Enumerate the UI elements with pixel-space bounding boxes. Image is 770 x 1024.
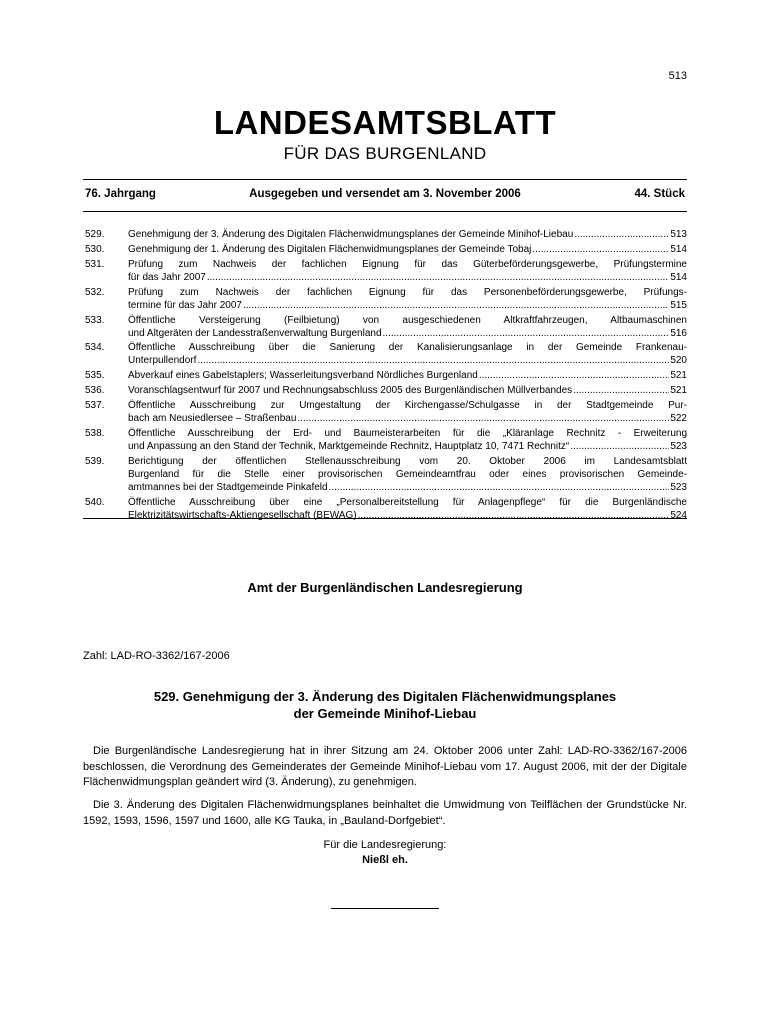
toc-leader-dots [297, 412, 669, 425]
toc-entry-text-line: Prüfung zum Nachweis der fachlichen Eignung für das Personenbeförderungsgewerbe, Prüfungs- [128, 286, 687, 298]
toc-entry-text-line: Öffentliche Ausschreibung zur Umgestaltung der Kirchengasse/Schulgasse in der Stadtgemeinde Pur- [128, 400, 687, 412]
issue-date-label: Ausgegeben und versendet am 3. November 2006 [249, 188, 521, 200]
toc-entry-number: 538. [85, 428, 105, 440]
toc-entry [83, 341, 687, 367]
toc-entry-text-line: Burgenland für die Stelle einer provisorischen Gemeindeamtfrau oder eines provisorischen Gemeinde- [128, 468, 687, 480]
toc-leader-dots [573, 384, 669, 397]
signature-name: Nießl eh. [362, 854, 408, 866]
masthead-subtitle: FÜR DAS BURGENLAND [283, 144, 487, 163]
toc-entry-page: 516 [670, 327, 687, 339]
toc-entry-title: Voranschlagsentwurf für 2007 und Rechnungsabschluss 2005 des Burgenländischen Müllverbandes [128, 385, 573, 397]
toc-entry [83, 384, 687, 397]
toc-entry-page: 522 [670, 413, 687, 425]
toc-entry-page: 515 [670, 299, 687, 311]
piece-label: 44. Stück [634, 188, 685, 200]
page-number: 513 [668, 70, 687, 82]
toc-entry-title: Genehmigung der 3. Änderung des Digitalen Flächenwidmungsplanes der Gemeinde Minihof-Liebau [128, 229, 574, 240]
toc-entry-title: für das Jahr 2007 [128, 271, 206, 283]
signature-label: Für die Landesregierung: [323, 839, 447, 851]
toc-entry-title: termine für das Jahr 2007 [128, 299, 242, 311]
toc-entry-last-line [128, 299, 687, 312]
toc-entry [83, 399, 687, 425]
toc-entry-last-line [128, 412, 687, 425]
toc-leader-dots [329, 481, 670, 494]
toc-entry-title: und Altgeräten der Landesstraßenverwaltung Burgenland [128, 327, 382, 339]
toc-entry-last-line [128, 228, 687, 241]
article-paragraph-1: Die Burgenländische Landesregierung hat in ihrer Sitzung am 24. Oktober 2006 unter Zahl: LAD-RO-3362/167-2006 beschlossen, die Verordnung des Gemeinderates der Gemeinde Minihof-Liebau vom 17. August 2006, mit der der Digitale Flächenwidmungsplan geändert wird (3. Änderung), zu genehmigen. [83, 745, 687, 788]
toc-entry-number: 530. [85, 243, 105, 255]
toc-leader-dots [570, 440, 669, 453]
masthead-title: LANDESAMTSBLATT [213, 104, 557, 141]
toc-leader-dots [532, 243, 669, 256]
toc-leader-dots [383, 327, 670, 340]
toc-entry-last-line [128, 243, 687, 256]
toc-entry-number: 537. [85, 400, 105, 412]
toc-entry-title: Abverkauf eines Gabelstaplers; Wasserleitungsverband Nördliches Burgenland [128, 370, 478, 382]
toc-entry-last-line [128, 440, 687, 453]
toc-entry-number: 534. [85, 342, 105, 354]
toc-leader-dots [197, 354, 669, 367]
toc-entry-page: 524 [670, 509, 687, 521]
article-title-line-2: der Gemeinde Minihof-Liebau [293, 706, 477, 721]
toc-entry [83, 455, 687, 494]
toc-entry-number: 533. [85, 314, 105, 326]
reference-number: Zahl: LAD-RO-3362/167-2006 [83, 650, 230, 662]
toc-entry-page: 523 [670, 481, 687, 493]
section-heading: Amt der Burgenländischen Landesregierung [247, 580, 523, 595]
toc-entry-last-line [128, 354, 687, 367]
toc-leader-dots [574, 228, 669, 241]
toc-entry [83, 314, 687, 340]
toc-entry-text-line: Berichtigung der öffentlichen Stellenausschreibung vom 20. Oktober 2006 im Landesamtsblatt [128, 455, 687, 467]
toc-entry [83, 286, 687, 312]
article-title [83, 688, 687, 722]
toc-entry-text-line: Öffentliche Versteigerung (Feilbietung) von ausgeschiedenen Altkraftfahrzeugen, Altbaumaschinen [128, 314, 687, 326]
volume-label: 76. Jahrgang [85, 188, 156, 200]
toc-entry-title: Unterpullendorf [128, 355, 197, 367]
closing-rule [331, 908, 439, 909]
toc-entry-text-line: Öffentliche Ausschreibung der Erd- und Baumeisterarbeiten für die „Kläranlage Rechnitz - Erweiterung [128, 428, 687, 440]
issue-info-row [83, 188, 687, 204]
toc-entry-number: 531. [85, 258, 105, 270]
toc-entry-number: 535. [85, 370, 105, 382]
article-paragraph-2: Die 3. Änderung des Digitalen Flächenwidmungsplanes beinhaltet die Umwidmung von Teilflächen der Grundstücke Nr. 1592, 1593, 1596, 1597 und 1600, alle KG Tauka, in „Bauland-Dorfgebiet“. [83, 799, 687, 827]
toc-bottom-rule [83, 518, 687, 519]
toc-entry-page: 520 [670, 355, 687, 367]
toc-leader-dots [207, 271, 669, 284]
toc-entry-title: bach am Neusiedlersee – Straßenbau [128, 413, 297, 425]
toc-entry-last-line [128, 327, 687, 340]
toc-entry-last-line [128, 384, 687, 397]
toc-entry-page: 523 [670, 441, 687, 453]
toc-entry-text-line: Öffentliche Ausschreibung über die Sanierung der Kanalisierungsanlage in der Gemeinde Frankenau- [128, 342, 687, 354]
toc-entry [83, 228, 687, 241]
toc-leader-dots [243, 299, 669, 312]
toc-entry-title: Elektrizitätswirtschafts-Aktiengesellschaft (BEWAG) [128, 509, 357, 521]
toc-entry-number: 539. [85, 455, 105, 467]
article-title-line-1: 529. Genehmigung der 3. Änderung des Digitalen Flächenwidmungsplanes [153, 689, 617, 704]
toc-entry-last-line [128, 271, 687, 284]
toc-entry-title: Genehmigung der 1. Änderung des Digitalen Flächenwidmungsplanes der Gemeinde Tobaj [128, 243, 532, 255]
toc-entry-text-line: Prüfung zum Nachweis der fachlichen Eignung für das Güterbeförderungsgewerbe, Prüfungstermine [128, 258, 687, 270]
toc-entry [83, 243, 687, 256]
toc-entry-page: 514 [670, 243, 687, 255]
toc-leader-dots [358, 509, 670, 522]
toc-entry-number: 540. [85, 496, 105, 508]
toc-entry-page: 513 [670, 229, 687, 240]
toc-leader-dots [479, 369, 669, 382]
toc-entry-page: 521 [670, 385, 687, 397]
toc-entry-number: 529. [85, 229, 105, 240]
header-bottom-rule [83, 211, 687, 212]
toc-entry-last-line [128, 509, 687, 522]
table-of-contents [83, 228, 687, 524]
toc-entry-page: 521 [670, 370, 687, 382]
header-top-rule [83, 179, 687, 180]
toc-entry [83, 258, 687, 284]
toc-entry-text-line: Öffentliche Ausschreibung über eine „Personalbereitstellung für Anlagenpflege“ für die Burgenländische [128, 496, 687, 508]
toc-entry-last-line [128, 481, 687, 494]
toc-entry [83, 427, 687, 453]
toc-entry-number: 532. [85, 286, 105, 298]
toc-entry-last-line [128, 369, 687, 382]
toc-entry-title: amtmannes bei der Stadtgemeinde Pinkafeld [128, 481, 328, 493]
toc-entry-title: und Anpassung an den Stand der Technik, Marktgemeinde Rechnitz, Hauptplatz 10, 7471 Rechnitz“ [128, 441, 570, 453]
toc-entry-page: 514 [670, 271, 687, 283]
toc-entry-number: 536. [85, 385, 105, 397]
toc-entry [83, 369, 687, 382]
